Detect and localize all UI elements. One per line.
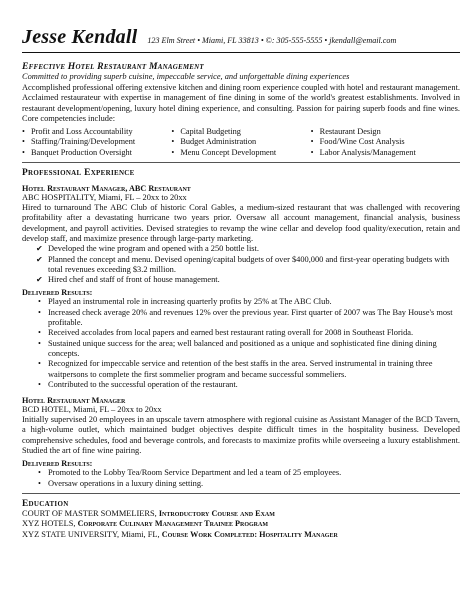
section-rule — [22, 493, 460, 494]
competencies-col-3 — [311, 127, 460, 158]
contact-info: 123 Elm Street • Miami, FL 33813 • ©: 305-555-5555 • jkendall@email.com — [147, 36, 397, 45]
job1-title: Hotel Restaurant Manager, ABC Restaurant — [22, 184, 191, 194]
education-heading: Education — [22, 498, 69, 509]
education-item — [22, 530, 460, 540]
list-item: • Played an instrumental role in increasing quarterly profits by 25% at The ABC Club. — [38, 297, 460, 307]
education-item — [22, 509, 460, 519]
summary-tagline: Committed to providing superb cuisine, impeccable service, and unforgettable dining experiences — [22, 72, 350, 81]
list-item: • Capital Budgeting — [171, 127, 310, 137]
list-item: ✔ Planned the concept and menu. Devised opening/capital budgets of over $400,000 and first-year operating budgets with total revenues exceeding $3.2 million. — [38, 255, 460, 276]
list-item: ✔ Developed the wine program and opened with a 250 bottle list. — [38, 244, 460, 254]
candidate-name: Jesse Kendall — [22, 26, 138, 48]
competencies-col-1 — [22, 127, 171, 158]
job1-company: ABC HOSPITALITY, Miami, FL – 20xx to 20xx — [22, 193, 187, 203]
list-item: • Sustained unique success for the area; well balanced and positioned as a unique and sophisticated fine dining dining concepts. — [38, 339, 460, 360]
experience-heading: Professional Experience — [22, 168, 135, 179]
header-rule — [22, 52, 460, 53]
school-detail: Introductory Course and Exam — [158, 508, 275, 518]
list-item: ✔ Hired chef and staff of front of house management. — [38, 275, 460, 285]
job2-title: Hotel Restaurant Manager — [22, 396, 126, 406]
list-item: • Banquet Production Oversight — [22, 148, 171, 158]
school-name: XYZ STATE UNIVERSITY, Miami, FL, — [22, 529, 162, 539]
competencies-col-2 — [171, 127, 310, 158]
job2-results-label: Delivered Results: — [22, 459, 93, 469]
section-rule — [22, 162, 460, 163]
list-item: • Profit and Loss Accountability — [22, 127, 171, 137]
list-item: • Contributed to the successful operation of the restaurant. — [38, 380, 460, 390]
job2-company: BCD HOTEL, Miami, FL – 20xx to 20xx — [22, 405, 162, 415]
school-detail: Course Work Completed: Hospitality Manager — [161, 529, 338, 539]
education-item — [22, 519, 460, 529]
list-item: • Budget Administration — [171, 137, 310, 147]
list-item: • Oversaw operations in a luxury dining setting. — [38, 479, 460, 489]
list-item: • Food/Wine Cost Analysis — [311, 137, 460, 147]
list-item: • Restaurant Design — [311, 127, 460, 137]
list-item: • Recognized for impeccable service and retention of the best staffs in the area. Served instrumental in training three waitpersons to complete the first sommelier program and became successful sommeliers. — [38, 359, 460, 380]
list-item: • Staffing/Training/Development — [22, 137, 171, 147]
job1-results — [22, 297, 460, 390]
job1-highlights — [22, 244, 460, 285]
list-item: • Received accolades from local papers and earned best restaurant rating overall for 2008 in Southeast Florida. — [38, 328, 460, 338]
list-item: • Menu Concept Development — [171, 148, 310, 158]
school-detail: Corporate Culinary Management Trainee Program — [77, 519, 269, 529]
job1-results-label: Delivered Results: — [22, 288, 93, 298]
list-item: • Promoted to the Lobby Tea/Room Service Department and led a team of 25 employees. — [38, 468, 460, 478]
summary-text: Accomplished professional offering extensive kitchen and dining room experience coupled with hotel and restaurant management. Acclaimed restaurateur with expertise in management of fine dining in some of the world's greatest establishments. Involved in restaurant development/opening, luxury hotel dining experience, and consulting. Passion for pairing superb foods and fine wines. Core competencies include: — [22, 83, 460, 123]
summary-title: Effective Hotel Restaurant Management — [22, 61, 204, 72]
list-item: • Labor Analysis/Management — [311, 148, 460, 158]
competencies — [22, 127, 460, 158]
job1-description: Hired to turnaround The ABC Club of historic Coral Gables, a medium-sized restaurant that was challenged with recovering profitability after a devastating hurricane two years prior. Oversaw all account management, financial analysis, business development, and payroll activities. Devised strategies to revamp the wine cellar and develop food quality/execution, retain and develop staff, and maximize presence through large-party marketing. — [22, 203, 460, 243]
resume-header — [22, 0, 460, 49]
school-name: XYZ HOTELS, — [22, 519, 78, 529]
school-name: COURT OF MASTER SOMMELIERS, — [22, 508, 159, 518]
list-item: • Increased check average 20% and revenues 12% over the previous year. First quarter of 2007 was The Bay House's most profitable. — [38, 308, 460, 329]
job2-results — [22, 468, 460, 489]
job2-description: Initially supervised 20 employees in an upscale tavern atmosphere with regional cuisine as Assistant Manager of the BCD Tavern, a high-volume outlet, which maintained budget objectives despite difficult times in the hospitality business. Developed comprehensive schedules, food and beverage controls, and forecasts to maximize profits while overseeing a luxury establishment. Studied the art of fine wine pairing. — [22, 415, 460, 456]
